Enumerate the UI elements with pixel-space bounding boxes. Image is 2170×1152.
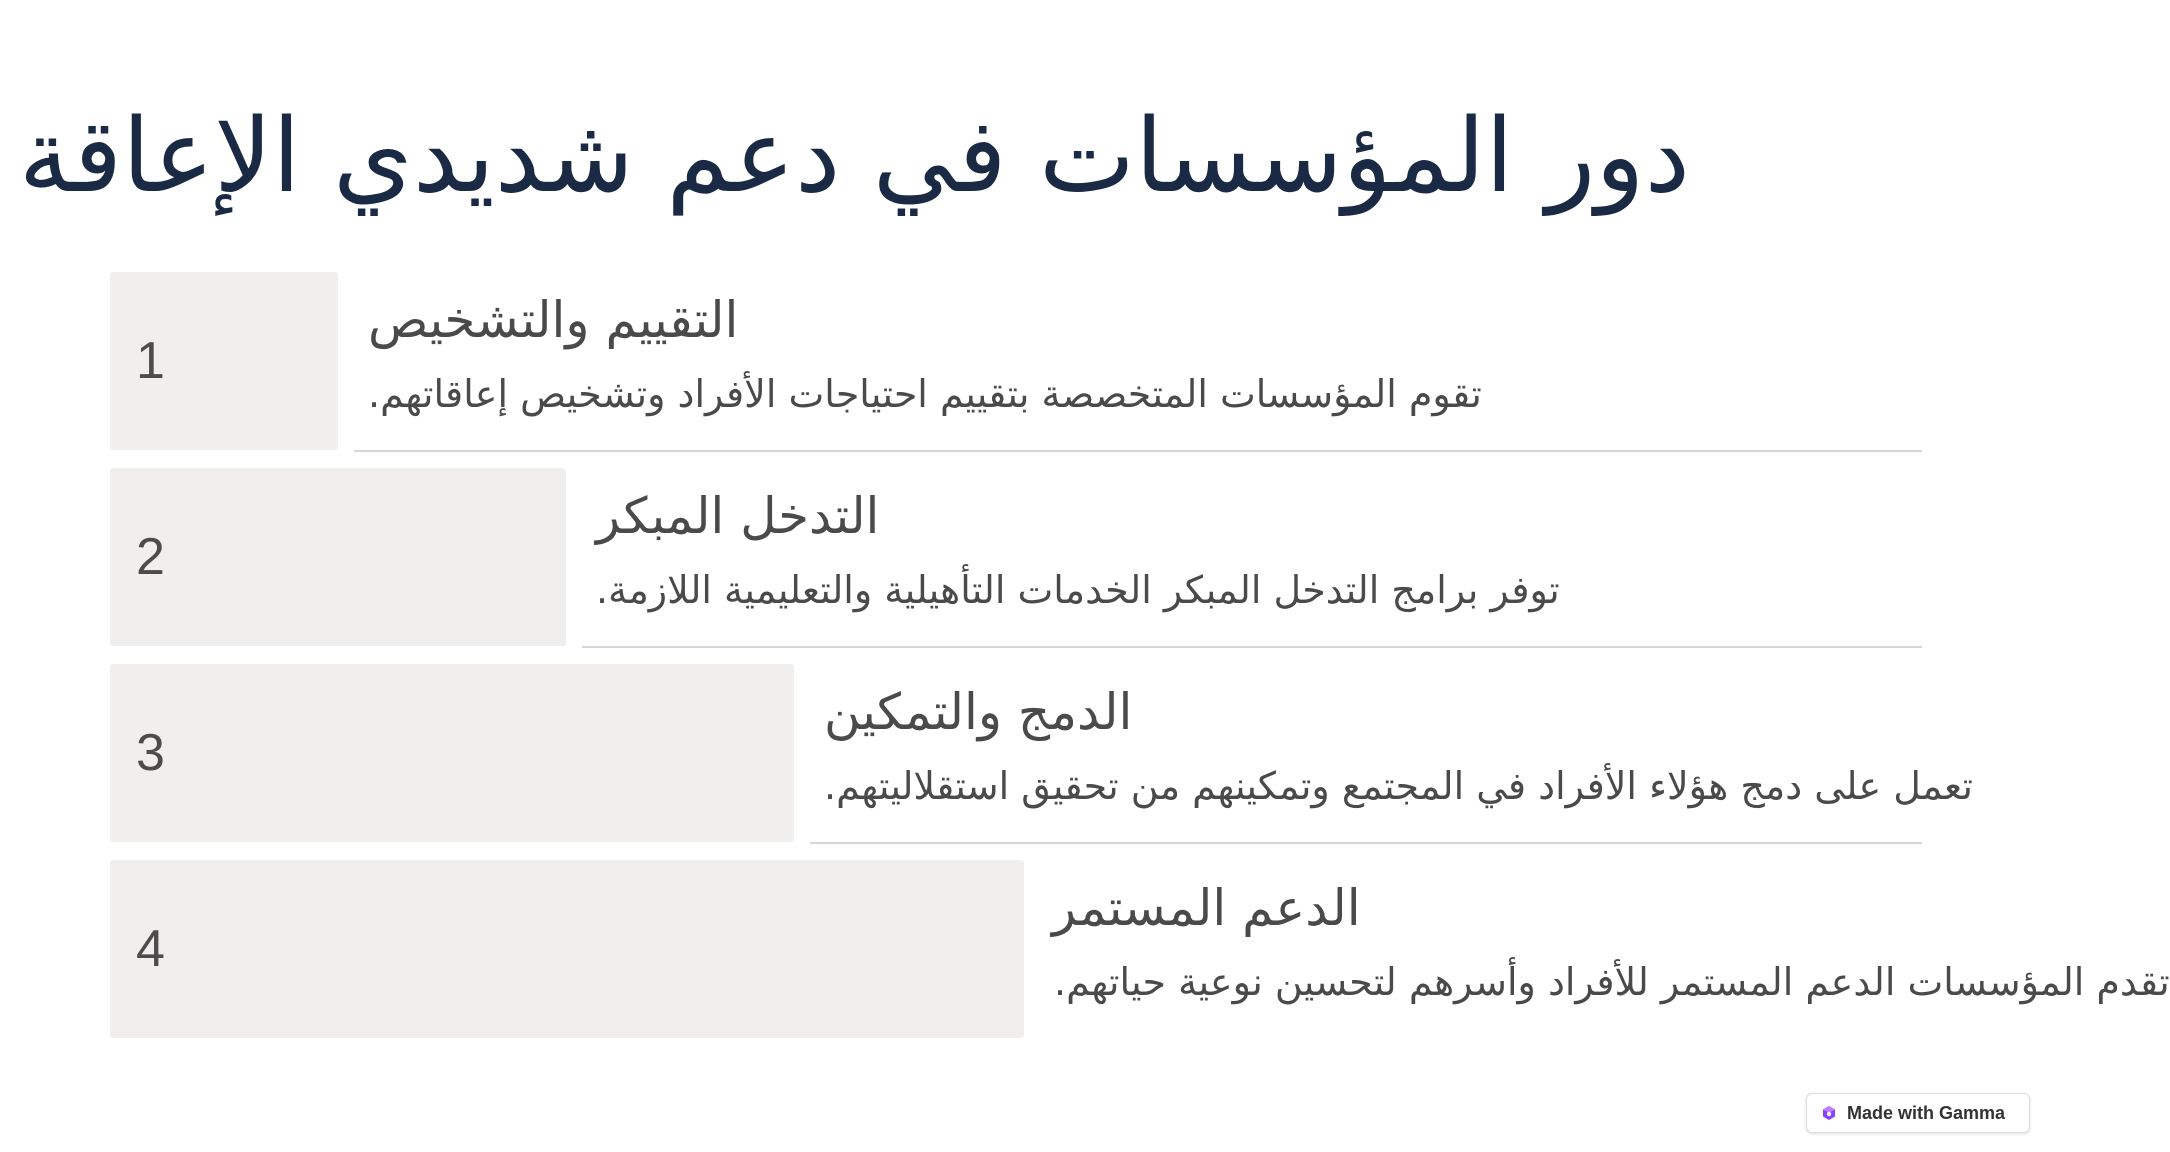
step-heading-2: التدخل المبكر (596, 487, 880, 545)
step-box-2 (110, 468, 566, 646)
step-number-3: 3 (136, 724, 165, 782)
step-divider-2 (582, 646, 1922, 648)
step-heading-4: الدعم المستمر (1052, 879, 1361, 937)
step-number-1: 1 (136, 332, 165, 390)
step-description-4: تقدم المؤسسات الدعم المستمر للأفراد وأسرهم لتحسين نوعية حياتهم. (1054, 960, 2170, 1004)
made-with-gamma-badge[interactable] (1806, 1093, 2030, 1133)
step-heading-3: الدمج والتمكين (824, 683, 1133, 741)
step-box-4 (110, 860, 1024, 1038)
step-box-1 (110, 272, 338, 450)
step-description-3: تعمل على دمج هؤلاء الأفراد في المجتمع وتمكينهم من تحقيق استقلاليتهم. (824, 764, 1973, 808)
slide-title: دور المؤسسات في دعم شديدي الإعاقة (18, 97, 1690, 216)
step-divider-3 (810, 842, 1922, 844)
step-divider-1 (354, 450, 1922, 452)
gamma-logo-icon (1821, 1105, 1837, 1121)
badge-label: Made with Gamma (1847, 1103, 2006, 1123)
step-number-4: 4 (136, 920, 165, 978)
step-number-2: 2 (136, 528, 165, 586)
step-box-3 (110, 664, 794, 842)
step-heading-1: التقييم والتشخيص (368, 291, 739, 349)
step-description-1: تقوم المؤسسات المتخصصة بتقييم احتياجات الأفراد وتشخيص إعاقاتهم. (368, 372, 1482, 416)
step-description-2: توفر برامج التدخل المبكر الخدمات التأهيلية والتعليمية اللازمة. (596, 568, 1560, 612)
